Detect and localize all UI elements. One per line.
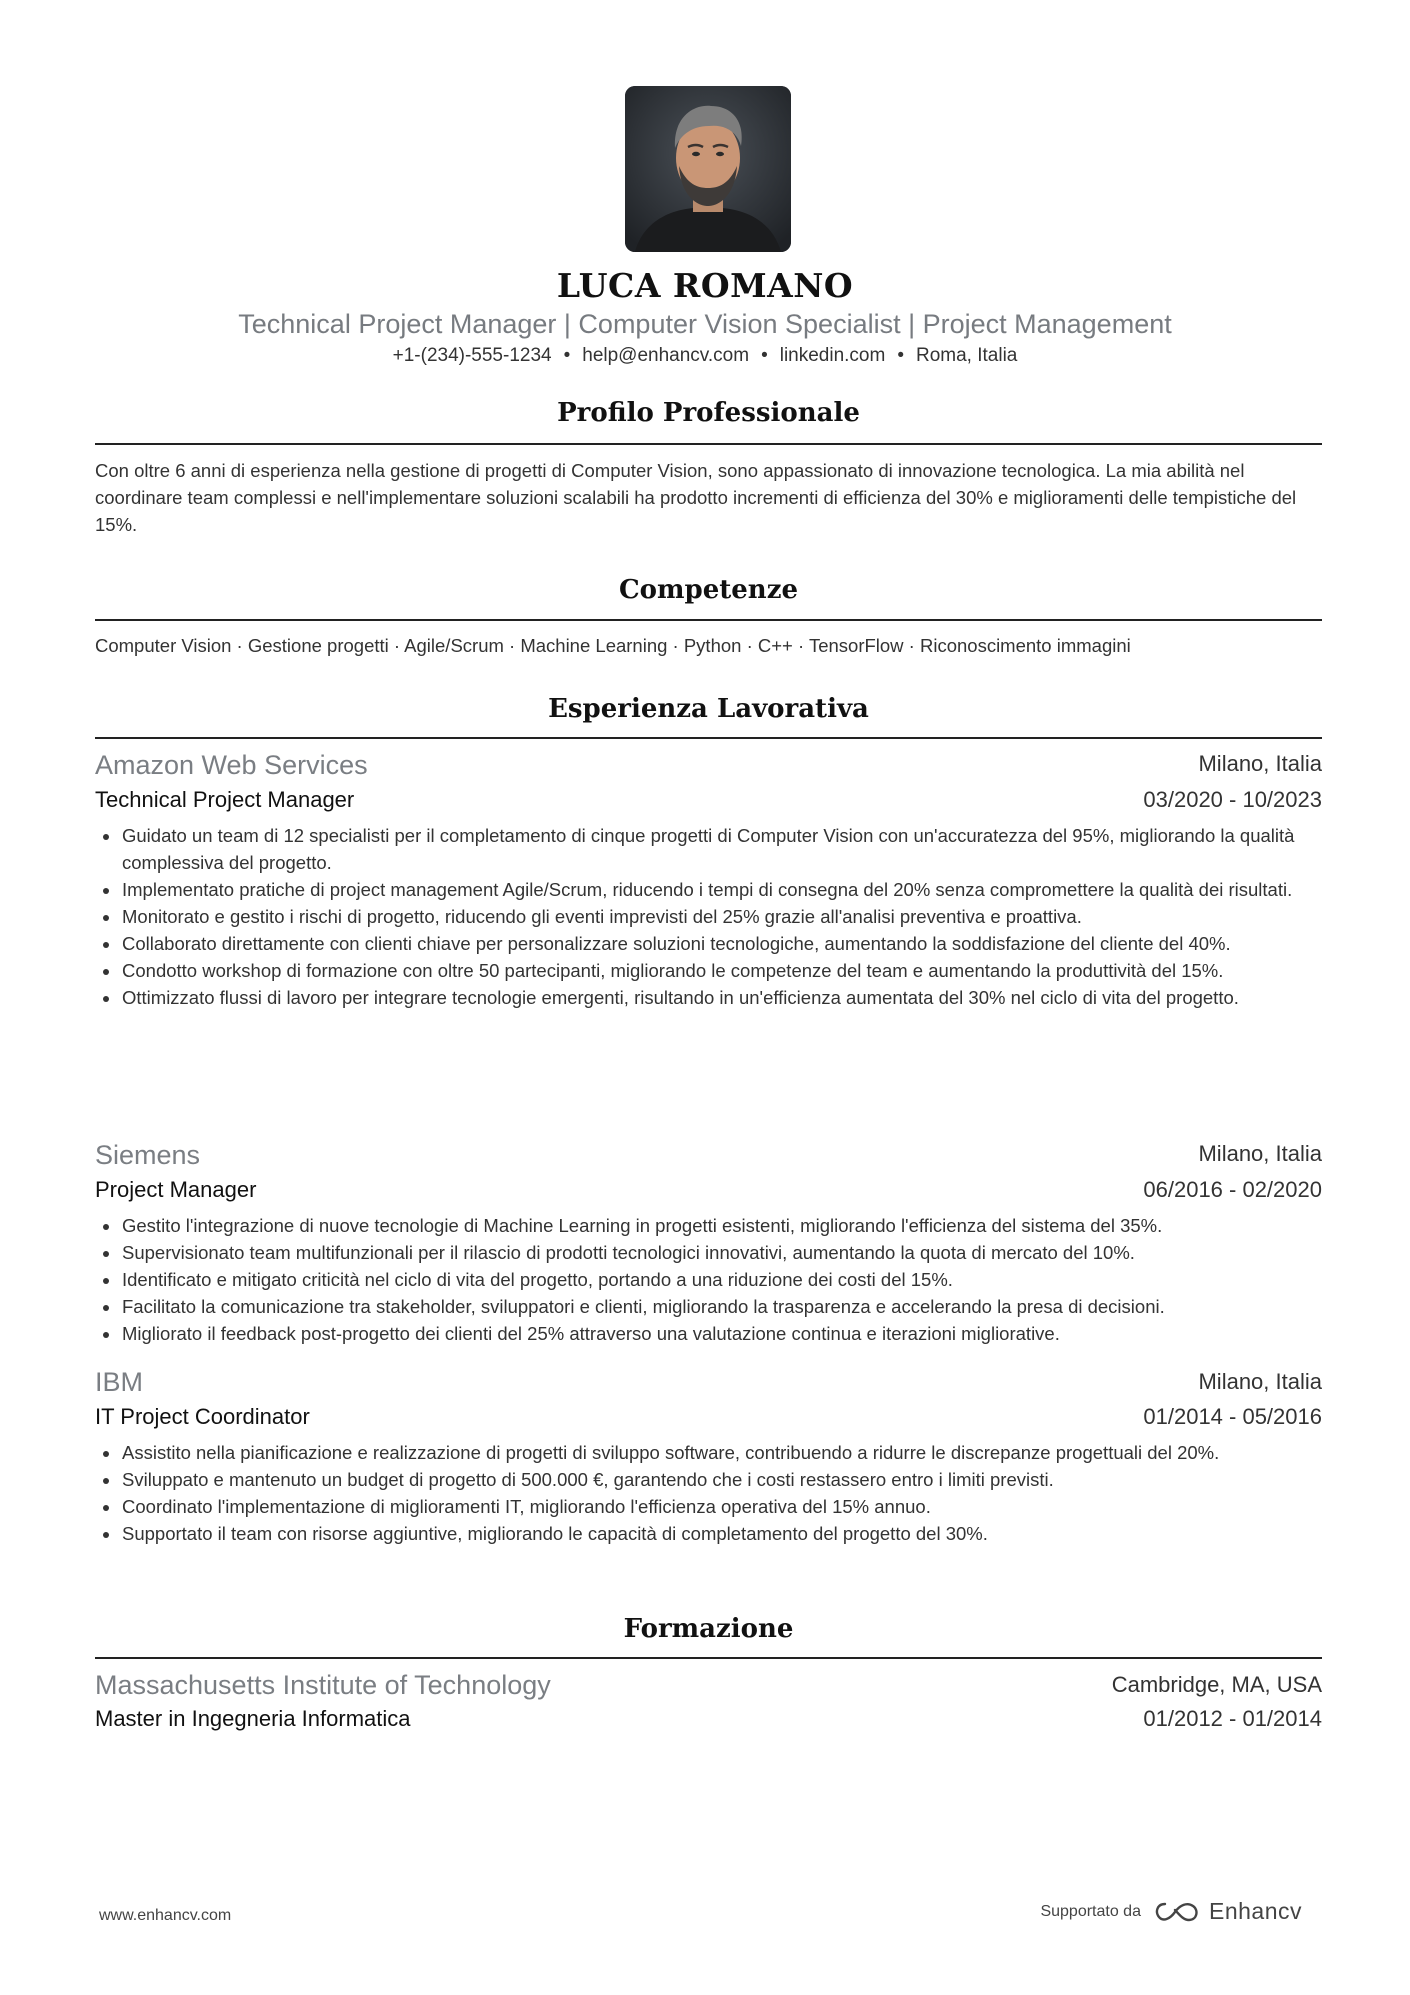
section-divider xyxy=(95,443,1322,445)
job-dates: 06/2016 - 02/2020 xyxy=(1143,1177,1322,1202)
section-divider xyxy=(95,1657,1322,1659)
footer-powered-by xyxy=(1040,1898,1302,1925)
section-divider xyxy=(95,619,1322,621)
section-title-profile: Profilo Professionale xyxy=(557,398,860,428)
job-location: Milano, Italia xyxy=(1198,1141,1322,1166)
phone-number[interactable]: +1-(234)-555-1234 xyxy=(392,345,552,366)
candidate-headline: Technical Project Manager | Computer Vision Specialist | Project Management xyxy=(238,309,1172,339)
separator-dot: • xyxy=(563,345,571,366)
job-bullet: Collaborato direttamente con clienti chiave per personalizzare soluzioni tecnologiche, aumentando la soddisfazione del cliente del 40%. xyxy=(95,930,1327,957)
job-bullet: Sviluppato e mantenuto un budget di progetto di 500.000 €, garantendo che i costi restassero entro i limiti previsti. xyxy=(95,1466,1327,1493)
email-address[interactable]: help@enhancv.com xyxy=(582,345,750,366)
section-title-experience: Esperienza Lavorativa xyxy=(548,694,869,724)
job-bullet-list xyxy=(95,822,1327,1011)
job-bullet: Migliorato il feedback post-progetto dei clienti del 25% attraverso una valutazione continua e iterazioni migliorative. xyxy=(95,1320,1327,1347)
separator-dot: • xyxy=(897,345,904,366)
education-dates: 01/2012 - 01/2014 xyxy=(1143,1706,1322,1731)
job-bullet: Identificato e mitigato criticità nel ciclo di vita del progetto, portando a una riduzione dei costi del 15%. xyxy=(95,1266,1327,1293)
job-bullet: Assistito nella pianificazione e realizzazione di progetti di sviluppo software, contribuendo a ridurre le discrepanze progettuali del 20%. xyxy=(95,1439,1327,1466)
enhancv-brand: Enhancv xyxy=(1208,1898,1302,1924)
job-role: Project Manager xyxy=(95,1177,257,1202)
job-dates: 01/2014 - 05/2016 xyxy=(1143,1404,1322,1429)
education-school: Massachusetts Institute of Technology xyxy=(95,1670,551,1700)
job-bullet-list xyxy=(95,1212,1327,1347)
footer-website[interactable]: www.enhancv.com xyxy=(99,1907,232,1924)
job-company: Amazon Web Services xyxy=(95,750,368,780)
job-bullet: Monitorato e gestito i rischi di progetto, riducendo gli eventi imprevisti del 25% grazie all'analisi preventiva e proattiva. xyxy=(95,903,1327,930)
education-location: Cambridge, MA, USA xyxy=(1111,1672,1322,1697)
job-bullet-list xyxy=(95,1439,1327,1547)
job-bullet: Implementato pratiche di project management Agile/Scrum, riducendo i tempi di consegna del 20% senza compromettere la qualità dei risultati. xyxy=(95,876,1327,903)
enhancv-logo-icon xyxy=(1153,1900,1201,1924)
job-role: Technical Project Manager xyxy=(95,787,355,812)
profile-summary: Con oltre 6 anni di esperienza nella gestione di progetti di Computer Vision, sono appassionato di innovazione tecnologica. La mia abilità nel coordinare team complessi e nell'implementare soluzioni scalabili ha prodotto incrementi di efficienza del 30% e miglioramenti delle tempistiche del 15%. xyxy=(95,460,1297,535)
job-bullet: Ottimizzato flussi di lavoro per integrare tecnologie emergenti, risultando in un'efficienza aumentata del 30% nel ciclo di vita del progetto. xyxy=(95,984,1327,1011)
section-title-education: Formazione xyxy=(623,1614,794,1644)
job-company: IBM xyxy=(95,1367,144,1397)
job-bullet: Facilitato la comunicazione tra stakeholder, sviluppatori e clienti, migliorando la trasparenza e accelerando la presa di decisioni. xyxy=(95,1293,1327,1320)
skills-list: Computer Vision · Gestione progetti · Agile/Scrum · Machine Learning · Python · C++ · TensorFlow · Riconoscimento immagini xyxy=(95,635,1131,656)
section-title-skills: Competenze xyxy=(618,575,799,605)
separator-dot: • xyxy=(761,345,768,366)
job-bullet: Coordinato l'implementazione di miglioramenti IT, migliorando l'efficienza operativa del 15% annuo. xyxy=(95,1493,1327,1520)
job-company: Siemens xyxy=(95,1140,201,1170)
job-bullet: Condotto workshop di formazione con oltre 50 partecipanti, migliorando le competenze del team e aumentando la produttività del 15%. xyxy=(95,957,1327,984)
education-degree: Master in Ingegneria Informatica xyxy=(95,1706,411,1731)
section-divider xyxy=(95,737,1322,739)
job-bullet: Supportato il team con risorse aggiuntive, migliorando le capacità di completamento del progetto del 30%. xyxy=(95,1520,1327,1547)
job-role: IT Project Coordinator xyxy=(95,1404,310,1429)
candidate-name: LUCA ROMANO xyxy=(556,266,854,305)
job-location: Milano, Italia xyxy=(1198,751,1322,776)
profile-photo xyxy=(625,86,791,252)
powered-by-label: Supportato da xyxy=(1040,1902,1141,1920)
job-dates: 03/2020 - 10/2023 xyxy=(1143,787,1322,812)
home-location: Roma, Italia xyxy=(915,345,1018,366)
job-bullet: Gestito l'integrazione di nuove tecnologie di Machine Learning in progetti esistenti, migliorando l'efficienza del sistema del 35%. xyxy=(95,1212,1327,1239)
portrait-image xyxy=(625,86,791,252)
job-bullet: Supervisionato team multifunzionali per il rilascio di prodotti tecnologici innovativi, aumentando la quota di mercato del 10%. xyxy=(95,1239,1327,1266)
contact-info xyxy=(0,345,1410,367)
job-bullet: Guidato un team di 12 specialisti per il completamento di cinque progetti di Computer Vision con un'accuratezza del 95%, migliorando la qualità complessiva del progetto. xyxy=(95,822,1327,876)
linkedin-link[interactable]: linkedin.com xyxy=(779,345,886,366)
job-location: Milano, Italia xyxy=(1198,1369,1322,1394)
